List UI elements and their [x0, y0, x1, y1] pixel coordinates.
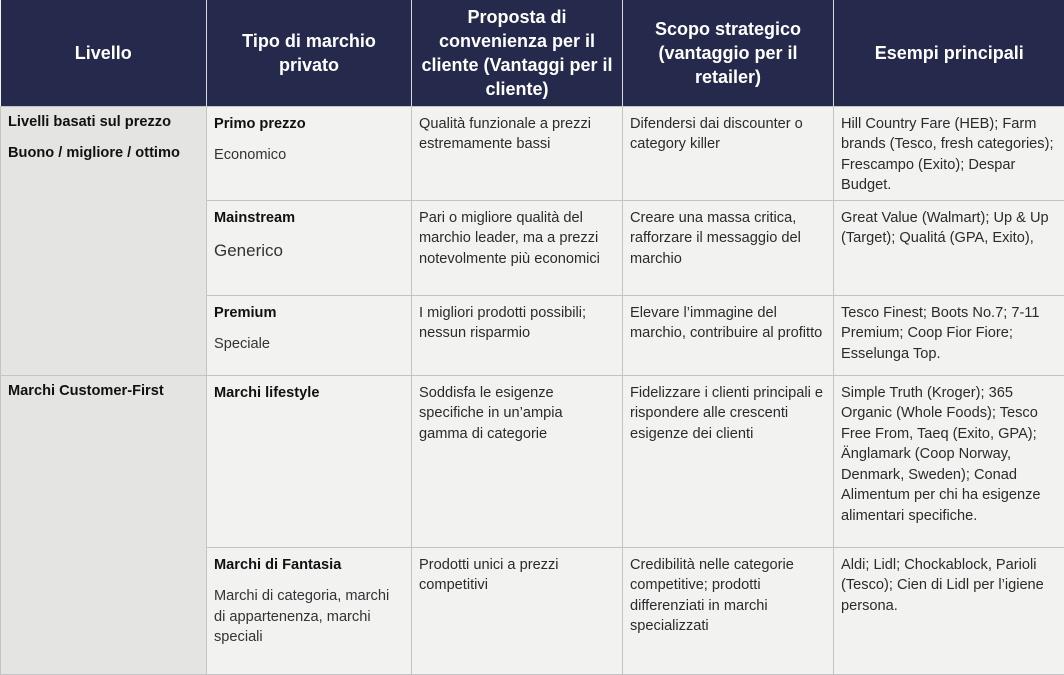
type-title: Mainstream — [214, 208, 404, 229]
type-subtitle: Marchi di categoria, marchi di appartenenza, marchi speciali — [214, 586, 404, 648]
proposal-cell: I migliori prodotti possibili; nessun risparmio — [412, 295, 623, 375]
examples-cell: Tesco Finest; Boots No.7; 7-11 Premium; Coop Fior Fiore; Esselunga Top. — [834, 295, 1064, 375]
proposal-cell: Qualità funzionale a prezzi estremamente bassi — [412, 106, 623, 200]
level-cell-customer-first — [1, 375, 207, 674]
type-cell — [207, 375, 412, 547]
table-row — [1, 375, 1064, 547]
header-esempi: Esempi principali — [834, 0, 1064, 106]
type-title: Marchi di Fantasia — [214, 555, 404, 576]
type-subtitle: Economico — [214, 145, 404, 166]
purpose-cell: Credibilità nelle categorie competitive; prodotti differenziati in marchi specializzati — [623, 547, 834, 674]
examples-cell: Great Value (Walmart); Up & Up (Target); Qualitá (GPA, Exito), — [834, 200, 1064, 295]
level-cell-price-tiers — [1, 106, 207, 375]
proposal-cell: Soddisfa le esigenze specifiche in un’ampia gamma di categorie — [412, 375, 623, 547]
table-row — [1, 106, 1064, 200]
purpose-cell: Difendersi dai discounter o category killer — [623, 106, 834, 200]
header-scopo: Scopo strategico (vantaggio per il retailer) — [623, 0, 834, 106]
examples-cell: Simple Truth (Kroger); 365 Organic (Whole Foods); Tesco Free From, Taeq (Exito, GPA); Änglamark (Coop Norway, Denmark, Sweden); Conad Alimentum per chi ha esigenze alimentari specifiche. — [834, 375, 1064, 547]
type-title: Premium — [214, 303, 404, 324]
type-cell — [207, 295, 412, 375]
header-tipo-marchio: Tipo di marchio privato — [207, 0, 412, 106]
purpose-cell: Creare una massa critica, rafforzare il messaggio del marchio — [623, 200, 834, 295]
type-subtitle: Generico — [214, 241, 404, 262]
proposal-cell: Pari o migliore qualità del marchio leader, ma a prezzi notevolmente più economici — [412, 200, 623, 295]
purpose-cell: Elevare l’immagine del marchio, contribuire al profitto — [623, 295, 834, 375]
examples-cell: Hill Country Fare (HEB); Farm brands (Tesco, fresh categories); Frescampo (Exito); Despar Budget. — [834, 106, 1064, 200]
type-cell — [207, 547, 412, 674]
type-title: Marchi lifestyle — [214, 383, 404, 404]
level-label: Marchi Customer-First — [8, 381, 199, 402]
type-subtitle: Speciale — [214, 334, 404, 355]
type-title: Primo prezzo — [214, 114, 404, 135]
header-proposta: Proposta di convenienza per il cliente (Vantaggi per il cliente) — [412, 0, 623, 106]
proposal-cell: Prodotti unici a prezzi competitivi — [412, 547, 623, 674]
level-sublabel: Buono / migliore / ottimo — [8, 143, 199, 164]
table-header — [1, 0, 1064, 106]
type-cell — [207, 106, 412, 200]
purpose-cell: Fidelizzare i clienti principali e rispondere alle crescenti esigenze dei clienti — [623, 375, 834, 547]
level-label: Livelli basati sul prezzo — [8, 112, 199, 133]
type-cell — [207, 200, 412, 295]
examples-cell: Aldi; Lidl; Chockablock, Parioli (Tesco); Cien di Lidl per l’igiene persona. — [834, 547, 1064, 674]
header-livello: Livello — [1, 0, 207, 106]
